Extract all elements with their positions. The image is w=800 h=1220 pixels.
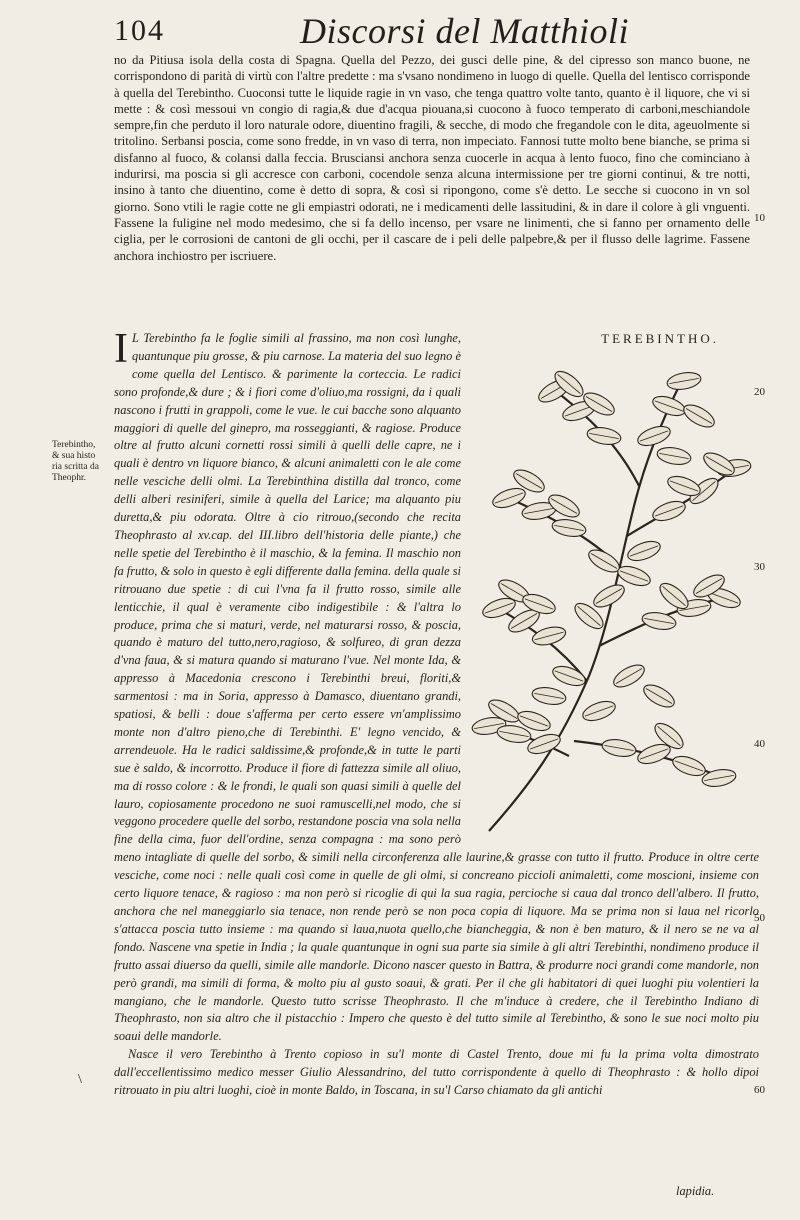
terebinth-description-text: L Terebintho fa le foglie simili al frassino, ma non così lunghe, quantunque piu grosse, & piu carnose. La materia del suo legno è come quella del Lentisco. & parimente la corteccia. Le radici sono profonde,& dure ; & i fiori come d'oliuo,ma rossigni, da i quali nascono i frutti in grappoli, come le vue. le cui bacche sono alquanto maggiori di quelle del ginepro, ma rosseggianti, & ragiose. Produce oltre al frutto alcuni cornetti rossi simili à quelli delle capre, ne i quali è dentro vn liquore bianco, & alcuni animaletti con le ale come nelle vesciche delli olmi. La Terebinthina distilla dal tronco, come delli alberi resiniferi, simile à quella del Larice; ma alquanto piu duretta,& piu odorata. Oltre à cio ritrouo,(secondo che recita Theophrasto al xv.cap. del III.libro dell'historia delle piante,) che nelle spetie del Terebintho è il maschio, & la femina. Il maschio non fa frutto, & solo in questo è egli differente dalla femina. della quale si ritrouano due spetie : di cui l'vna fa il frutto rosso, simile alle lenticchie, il qual è veramente cibo indigestibile : & l'altra lo produce, prima che si maturi, verde, nel maturarsi rosso, & poscia, quando è maturo del tutto,nero,ragioso, & solfureo, di gran dezza d'vna faua, & si matura quando si maturano l'vue. Nel monte Ida, & appresso à Macedonia crescono i Terebinthi breui, floriti,& sarmentosi : ma in Soria, appresso à Damasco, diuentano grandi, spatiosi, & belli : doue s'afferma per certo essere vn'amplissimo monte non d'altro pieno,che di Terebinthi. E' legno vencido, & arrendeuole. Ha le radici saldissime,& profonde,& in tutte le parti sue è saldo, & incorrotto. Produce il fiore di fattezza simile all oliuo, ma di rosso colore : & le frondi, le quali son quasi simili à quelle del lauro, copiosamente procedono ne suoi ramuscelli,nel modo, che si veggono procedere quelle del sorbo, restandone poscia vna sola nella fine della cima, fuor dell'ordine, senza compagna : ma sono però meno intagliate di quelle del sorbo, & simili nella circonferenza alle laurine,& grasse con tutto il frutto. Produce in oltre certe vesciche, come noci : nelle quali così come in quelle de gli olmi, si concreano piccioli animaletti, come moscioni, insieme con certo liquore tenace, & ragioso : ma non però si ricoglie di qui la sua ragia, percioche si caua dal tronco dell'albero. Il frutto, anchora che nel maneggiarlo sia tenace, non rende però se non poca copia di liquore. Ma se prima non si laua nel ricorlo s'attacca poscia tutto insieme : ma quando si laua,nuota quello,che biancheggia, & non è ben maturo, & il nero se ne va al fondo. Nascene vna spetie in India ; la quale quantunque in ogni sua parte sia simile à gli altri Terebinthi, nondimeno produce il frutto assai diuerso da quelli, simile alle mandorle. Dicono nascer questo in Battra, & produrre noci grandi come mandorle, non però grandi, ma simili di forma, & molto piu al gusto soaui, & grati. Per il che gli habitatori di quei luoghi piu volentieri la mangiano, che le mandorle. Questo tutto scrisse Theophrasto. Il che m'induce à credere, che il Terebintho Indiano di Theophrasto, non sia altro che il pistacchio : Impero che questo è del tutto simile al Terebintho, & sono le sue noci molto piu soaui delle mandorle. — [114, 331, 759, 1044]
margin-note-line: Theophr. — [52, 473, 87, 483]
margin-note-line: & sua histo — [52, 451, 96, 461]
top-paragraph-text: no da Pitiusa isola della costa di Spagna. Quella del Pezzo, dei gusci delle pine, & del cipresso son manco buone, ne corrispondono di parità di virtù con l'altre predette : ma s'vsano nondimeno in luogo di quelle. Quella del lentisco corrisponde à quella del Terebintho. Cuoconsi tutte le liquide ragie in vn vaso, che tenga quattro volte tanto, quanto è il liquore, che vi si mette : & così messoui vn congio di ragia,& due d'acqua piouana,si cuocono à fuoco temperato di carboni,meschiandole sempre,fin che perduto il loro naturale odore, diuentino fragili, & secche, di modo che fregandole con le dita, ageuolmente si tritolino. Serbansi poscia, come sono fredde, in vn vaso di terra, non impeciato. Fannosi tutte molto bene bianche, se prima si disfanno al fuoco, & colansi dalla feccia. Brusciansi anchora senza cuocerle in acqua à lento fuoco, fino che cominciano à indurirsi, ma poscia si gli accresce con carboni, cocendole senza alcuna intermissione per tre giorni continui, & tre notti, insino à tanto che diuentino, come è detto di sopra, & così si ripongono, come s'è detto. Le secche si cuocono in vn sol giorno. Sono vtili le ragie cotte ne gli empiastri odorati, ne i medicamenti delle lassitudini, & in dare il colore à gli vnguenti. Fassene la fuligine nel modo medesimo, che si fa dello incenso, per vsare ne linimenti, che si fanno per ornamento delle ciglia, per le corrosioni de cantoni de gli occhi, per il cascare de i peli delle palpebre,& per il flusso delle lagrime. Fassene anchora inchiostro per iscriuere. — [114, 53, 750, 263]
initial-capital: I — [114, 326, 128, 372]
terebinth-woodcut-figure — [469, 330, 759, 838]
margin-tick-mark: \ — [78, 1072, 82, 1087]
closing-word: lapidia. — [676, 1184, 715, 1198]
line-number-30: 30 — [754, 561, 765, 573]
top-paragraph — [114, 52, 750, 264]
page-header — [114, 8, 714, 56]
running-head: Discorsi del Matthioli — [300, 11, 629, 51]
line-number-60: 60 — [754, 1084, 765, 1096]
terebinth-trento-paragraph — [114, 1046, 759, 1100]
margin-note-line: Terebintho, — [52, 440, 96, 450]
figure-caption: TEREBINTHO. — [601, 331, 719, 346]
line-number-20: 20 — [754, 386, 765, 398]
line-number-40: 40 — [754, 738, 765, 750]
terebinth-trento-text: Nasce il vero Terebintho à Trento copioso in su'l monte di Castel Trento, doue mi fu la prima volta dimostrato dall'eccellentissimo medico messer Giulio Alessandrino, del tutto corrispondente à quello di Theophrasto : & hollo dipoi ritrouato in piu altri luoghi, cioè in monte Baldo, in Toscana, in su'l Carso chiamato da gli antichi — [114, 1047, 759, 1098]
line-number-50: 50 — [754, 912, 765, 924]
terebinth-section — [114, 326, 759, 1100]
margin-note — [52, 440, 112, 484]
line-number-10: 10 — [754, 212, 765, 224]
margin-note-line: ria scritta da — [52, 462, 99, 472]
terebinth-branch-illustration — [469, 346, 759, 836]
page-number: 104 — [114, 14, 165, 47]
